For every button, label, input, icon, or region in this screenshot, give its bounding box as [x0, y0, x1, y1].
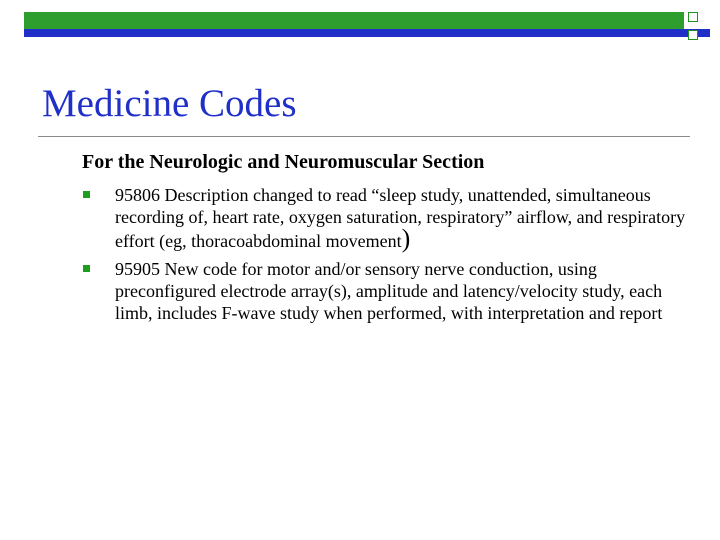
bullet-list	[82, 184, 692, 330]
square-bullet-icon	[83, 191, 90, 198]
decorative-square-bottom	[688, 30, 698, 40]
list-item	[82, 258, 692, 324]
bullet-text-wrapper	[115, 184, 692, 252]
slide-title: Medicine Codes	[42, 82, 297, 125]
bullet-text: 95905 New code for motor and/or sensory nerve conduction, using preconfigured electrode array(s), amplitude and latency/velocity study, each limb, includes F-wave study when performed, with interpretation and report	[115, 259, 663, 323]
square-bullet-icon	[83, 265, 90, 272]
header-banner-blue	[24, 29, 710, 37]
decorative-square-top	[688, 12, 698, 22]
list-item	[82, 184, 692, 252]
title-divider	[38, 136, 690, 137]
header-banner-green	[24, 12, 684, 29]
closing-parenthesis: )	[401, 224, 411, 253]
section-heading: For the Neurologic and Neuromuscular Section	[82, 151, 485, 173]
bullet-text: 95806 Description changed to read “sleep study, unattended, simultaneous recording of, heart rate, oxygen saturation, respiratory” airflow, and respiratory effort (eg, thoracoabdominal movement	[115, 185, 686, 251]
